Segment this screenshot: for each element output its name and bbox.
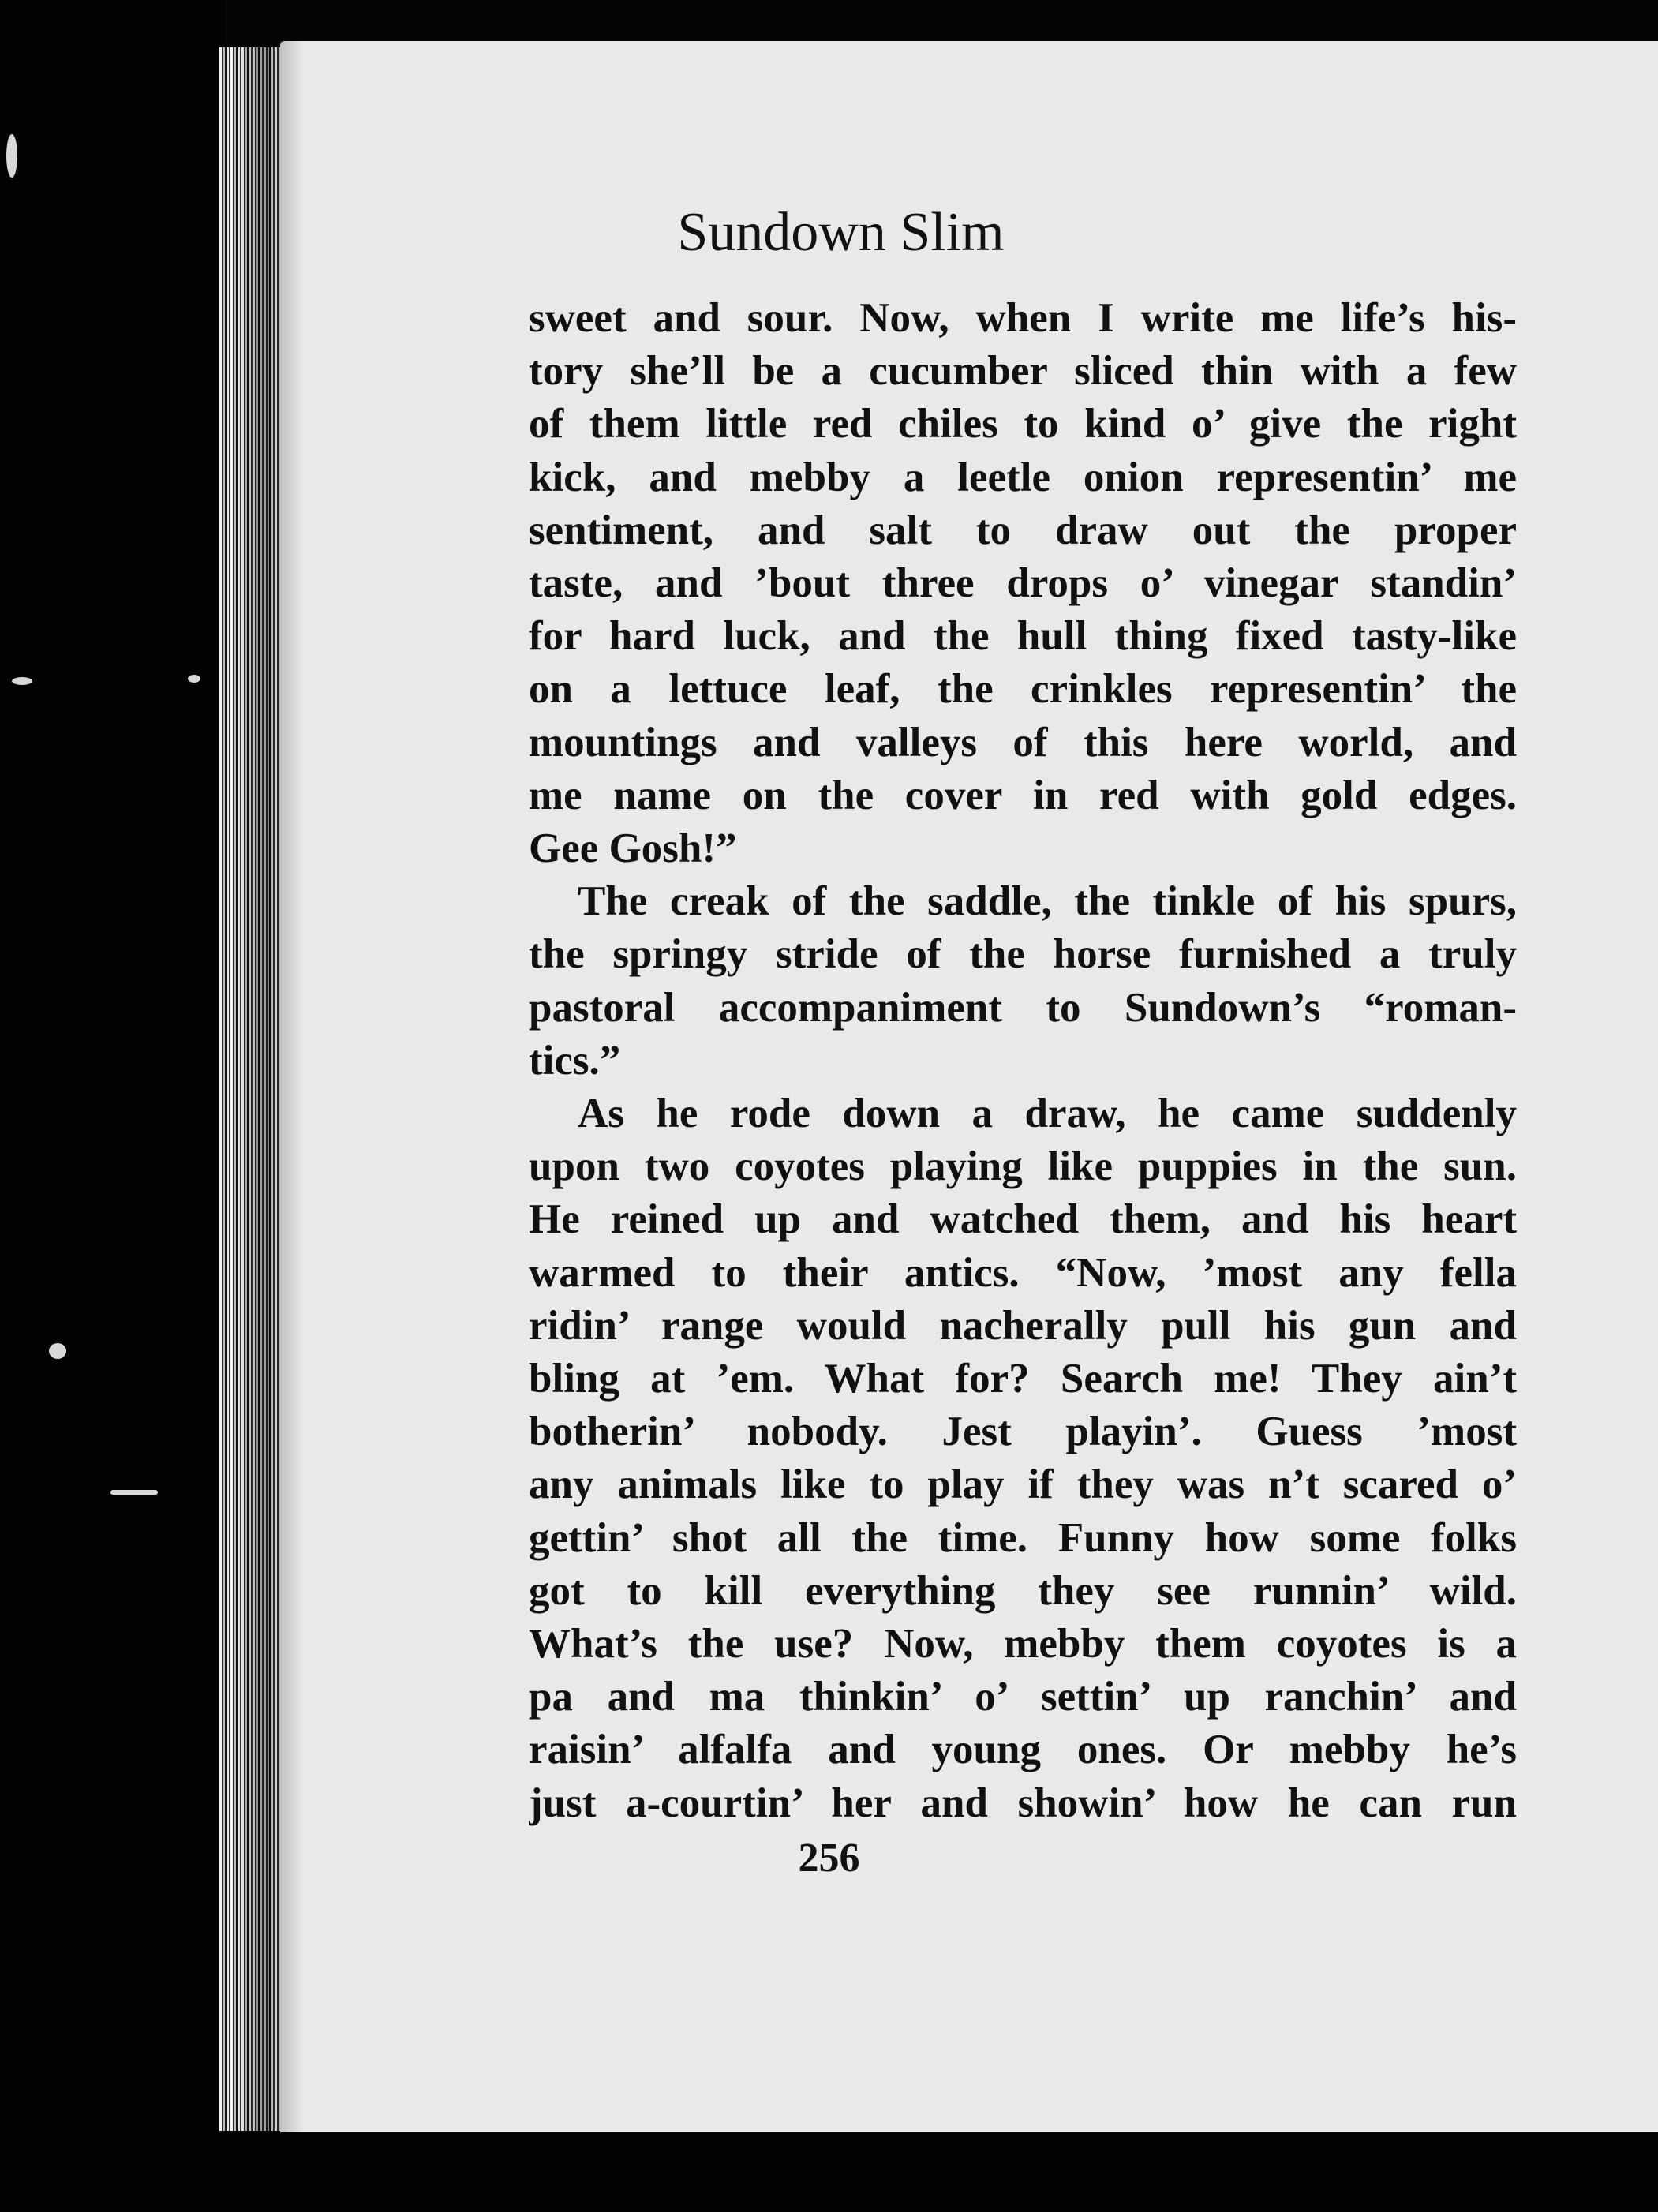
text-line: warmed to their antics. “Now, ’most any fella [529, 1249, 1517, 1296]
text-line: He reined up and watched them, and his heart [529, 1196, 1517, 1243]
text-line: Gee Gosh!” [529, 825, 737, 872]
text-line: kick, and mebby a leetle onion representin’ me [529, 454, 1517, 500]
text-line: of them little red chiles to kind o’ give the right [529, 401, 1517, 447]
text-line: me name on the cover in red with gold edges. [529, 772, 1517, 818]
text-line: ridin’ range would nacherally pull his gun and [529, 1302, 1517, 1349]
text-line: pa and ma thinkin’ o’ settin’ up ranchin’ and [529, 1674, 1517, 1720]
dust-speck [110, 1490, 158, 1495]
text-line: for hard luck, and the hull thing fixed tasty-like [529, 613, 1517, 660]
text-line: any animals like to play if they was n’t scared o’ [529, 1462, 1517, 1508]
text-line: pastoral accompaniment to Sundown’s “roman- [529, 984, 1517, 1031]
text-line: sentiment, and salt to draw out the proper [529, 507, 1517, 553]
text-line: just a-courtin’ her and showin’ how he can run [529, 1780, 1517, 1826]
text-line: the springy stride of the horse furnished a truly [529, 931, 1517, 978]
running-head-text: Sundown Slim [677, 202, 1005, 263]
text-line: tory she’ll be a cucumber sliced thin with a few [529, 348, 1517, 395]
text-line: tics.” [529, 1037, 621, 1084]
text-line: on a lettuce leaf, the crinkles representin’ the [529, 666, 1517, 713]
dust-speck [6, 134, 17, 178]
page-number [0, 1835, 1658, 1881]
running-head [0, 201, 1658, 264]
body-text [529, 292, 1517, 1830]
text-line: The creak of the saddle, the tinkle of his spurs, [578, 878, 1517, 925]
paragraph [529, 292, 1517, 875]
text-line: mountings and valleys of this here world, and [529, 719, 1517, 765]
page-number-text: 256 [798, 1836, 860, 1881]
text-line: raisin’ alfalfa and young ones. Or mebby he’s [529, 1727, 1517, 1773]
dust-speck [188, 675, 200, 683]
text-line: taste, and ’bout three drops o’ vinegar standin’ [529, 560, 1517, 607]
text-line: botherin’ nobody. Jest playin’. Guess ’most [529, 1409, 1517, 1455]
text-line: got to kill everything they see runnin’ wild. [529, 1567, 1517, 1614]
text-line: gettin’ shot all the time. Funny how some folks [529, 1514, 1517, 1561]
text-line: As he rode down a draw, he came suddenly [578, 1091, 1517, 1137]
text-line: What’s the use? Now, mebby them coyotes is a [529, 1621, 1517, 1667]
text-line: upon two coyotes playing like puppies in the sun. [529, 1143, 1517, 1190]
page-stack-shadow [237, 47, 284, 2131]
text-line: sweet and sour. Now, when I write me life’s his- [529, 295, 1517, 341]
dust-speck [12, 677, 32, 685]
paragraph [529, 1087, 1517, 1830]
bottom-dark-margin [0, 2132, 1658, 2212]
text-line: bling at ’em. What for? Search me! They ain’t [529, 1356, 1517, 1402]
dust-speck [49, 1343, 66, 1359]
page-gutter-shadow [280, 41, 304, 2132]
paragraph [529, 875, 1517, 1087]
